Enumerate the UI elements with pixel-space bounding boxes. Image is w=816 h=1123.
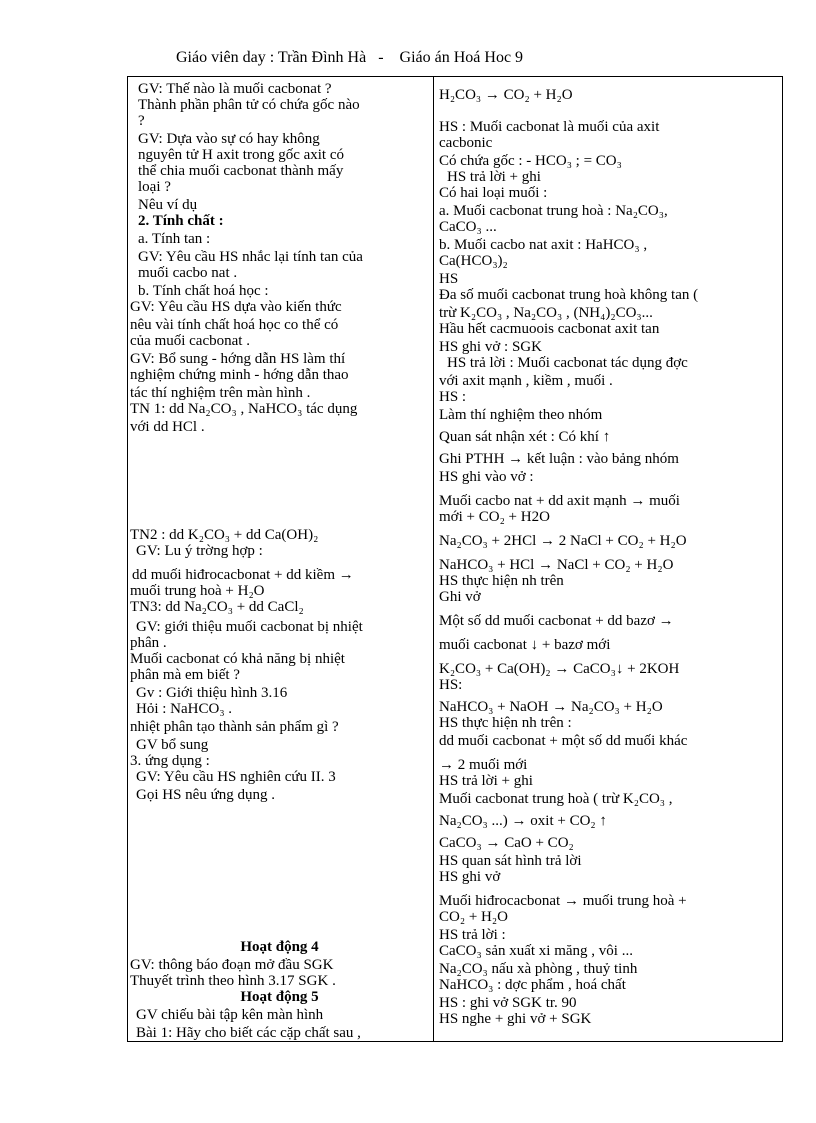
student-line: H₂CO₃ → CO₂ + H₂O bbox=[439, 87, 573, 103]
teacher-line: TN3: dd Na₂CO₃ + dd CaCl₂ bbox=[130, 599, 304, 615]
teacher-line: GV: Yêu cầu HS nhắc lại tính tan của bbox=[138, 249, 363, 265]
student-line: dd muối cacbonat + một số dd muối khác bbox=[439, 733, 688, 749]
student-line: HS ghi vào vở : bbox=[439, 469, 534, 485]
teacher-line: muối cacbo nat . bbox=[138, 265, 238, 281]
teacher-line: GV: Dựa vào sự có hay không bbox=[138, 131, 320, 147]
student-line: Ca(HCO₃)₂ bbox=[439, 253, 508, 269]
column-divider bbox=[433, 77, 434, 1041]
teacher-line: phân . bbox=[130, 635, 167, 651]
student-line: Ghi vở bbox=[439, 589, 481, 605]
student-line: trừ K₂CO₃ , Na₂CO₃ , (NH₄)₂CO₃... bbox=[439, 305, 653, 321]
teacher-line: tác thí nghiệm trên màn hình . bbox=[130, 385, 311, 401]
page-header: Giáo viên day : Trần Đình Hà - Giáo án Hoá Hoc 9 bbox=[176, 49, 524, 66]
teacher-line: TN2 : dd K₂CO₃ + dd Ca(OH)₂ bbox=[130, 527, 319, 543]
student-line: HS ghi vở : SGK bbox=[439, 339, 542, 355]
teacher-line: của muối cacbonat . bbox=[130, 333, 250, 349]
teacher-line: GV: Bổ sung - hớng dẫn HS làm thí bbox=[130, 351, 346, 367]
teacher-line: Nêu ví dụ bbox=[138, 197, 198, 213]
student-line: HS trả lời + ghi bbox=[447, 169, 541, 185]
student-line: NaHCO₃ : dợc phẩm , hoá chất bbox=[439, 977, 626, 993]
teacher-line: 3. ứng dụng : bbox=[130, 753, 210, 769]
student-line: HS bbox=[439, 271, 459, 287]
student-line: Hầu hết cacmuoois cacbonat axit tan bbox=[439, 321, 660, 337]
teacher-line: nêu vài tính chất hoá học co thể có bbox=[130, 317, 339, 333]
teacher-line: GV: giới thiệu muối cacbonat bị nhiệt bbox=[136, 619, 363, 635]
student-line: HS thực hiện nh trên : bbox=[439, 715, 572, 731]
student-line: Na₂CO₃ + 2HCl → 2 NaCl + CO₂ + H₂O bbox=[439, 533, 687, 549]
teacher-line: muối trung hoà + H₂O bbox=[130, 583, 265, 599]
teacher-line: GV: Lu ý trờng hợp : bbox=[136, 543, 263, 559]
teacher-line: nguyên tử H axit trong gốc axit có bbox=[138, 147, 345, 163]
student-line: b. Muối cacbo nat axit : HaHCO₃ , bbox=[439, 237, 648, 253]
student-line: cacbonic bbox=[439, 135, 493, 151]
student-line: Đa số muối cacbonat trung hoà không tan ( bbox=[439, 287, 699, 303]
teacher-line: GV: Yêu cầu HS dựa vào kiến thức bbox=[130, 299, 342, 315]
teacher-line: GV: Thế nào là muối cacbonat ? bbox=[138, 81, 332, 97]
teacher-activity-column bbox=[128, 77, 431, 1041]
student-line: HS trả lời : bbox=[439, 927, 506, 943]
teacher-line: b. Tính chất hoá học : bbox=[138, 283, 269, 299]
teacher-line: Muối cacbonat có khả năng bị nhiệt bbox=[130, 651, 345, 667]
student-line: muối cacbonat ↓ + bazơ mới bbox=[439, 637, 611, 653]
student-activity-column bbox=[437, 77, 782, 1041]
teacher-line: TN 1: dd Na₂CO₃ , NaHCO₃ tác dụng bbox=[130, 401, 358, 417]
teacher-line: Bài 1: Hãy cho biết các cặp chất sau , bbox=[136, 1025, 361, 1041]
student-line: K₂CO₃ + Ca(OH)₂ → CaCO₃↓ + 2KOH bbox=[439, 661, 680, 677]
teacher-line: loại ? bbox=[138, 179, 171, 195]
student-line: Muối cacbonat trung hoà ( trừ K₂CO₃ , bbox=[439, 791, 673, 807]
teacher-line: thể chia muối cacbonat thành mấy bbox=[138, 163, 344, 179]
student-line: CaCO₃ ... bbox=[439, 219, 497, 235]
student-line: HS nghe + ghi vở + SGK bbox=[439, 1011, 592, 1027]
teacher-line: Thành phần phân tử có chứa gốc nào bbox=[138, 97, 360, 113]
student-line: Na₂CO₃ ...) → oxit + CO₂ ↑ bbox=[439, 813, 607, 829]
student-line: HS: bbox=[439, 677, 463, 693]
student-line: mới + CO₂ + H2O bbox=[439, 509, 550, 525]
student-line: → 2 muối mới bbox=[439, 757, 528, 773]
teacher-line: với dd HCl . bbox=[130, 419, 205, 435]
student-line: Một số dd muối cacbonat + dd bazơ → bbox=[439, 613, 674, 629]
student-line: HS trả lời : Muối cacbonat tác dụng đợc bbox=[447, 355, 688, 371]
student-line: Na₂CO₃ nấu xà phòng , thuỷ tinh bbox=[439, 961, 638, 977]
teacher-line: 2. Tính chất : bbox=[138, 213, 224, 229]
activity-heading: Hoạt động 4 bbox=[240, 939, 319, 955]
teacher-line: GV chiếu bài tập kên màn hình bbox=[136, 1007, 324, 1023]
student-line: CO₂ + H₂O bbox=[439, 909, 508, 925]
student-line: Làm thí nghiệm theo nhóm bbox=[439, 407, 603, 423]
teacher-line: GV: thông báo đoạn mở đầu SGK bbox=[130, 957, 334, 973]
student-line: HS : Muối cacbonat là muối của axit bbox=[439, 119, 660, 135]
teacher-line: Hỏi : NaHCO₃ . bbox=[136, 701, 233, 717]
student-line: HS : bbox=[439, 389, 467, 405]
teacher-line: GV bổ sung bbox=[136, 737, 209, 753]
activity-heading: Hoạt động 5 bbox=[240, 989, 319, 1005]
student-line: NaHCO₃ + NaOH → Na₂CO₃ + H₂O bbox=[439, 699, 663, 715]
teacher-line: phân mà em biết ? bbox=[130, 667, 240, 683]
teacher-line: ? bbox=[138, 113, 145, 129]
student-line: HS : ghi vở SGK tr. 90 bbox=[439, 995, 577, 1011]
teacher-line: Gọi HS nêu ứng dụng . bbox=[136, 787, 275, 803]
teacher-line: Gv : Giới thiệu hình 3.16 bbox=[136, 685, 288, 701]
teacher-line: nghiệm chứng minh - hớng dẫn thao bbox=[130, 367, 349, 383]
teacher-line: nhiệt phân tạo thành sản phẩm gì ? bbox=[130, 719, 339, 735]
teacher-line: Thuyết trình theo hình 3.17 SGK . bbox=[130, 973, 336, 989]
student-line: Quan sát nhận xét : Có khí ↑ bbox=[439, 429, 611, 445]
student-line: HS trả lời + ghi bbox=[439, 773, 533, 789]
student-line: Có hai loại muối : bbox=[439, 185, 548, 201]
student-line: với axit mạnh , kiềm , muối . bbox=[439, 373, 613, 389]
student-line: Có chứa gốc : - HCO₃ ; = CO₃ bbox=[439, 153, 622, 169]
teacher-line: GV: Yêu cầu HS nghiên cứu II. 3 bbox=[136, 769, 336, 785]
student-line: NaHCO₃ + HCl → NaCl + CO₂ + H₂O bbox=[439, 557, 674, 573]
student-line: CaCO₃ → CaO + CO₂ bbox=[439, 835, 574, 851]
student-line: Ghi PTHH → kết luận : vào bảng nhóm bbox=[439, 451, 679, 467]
teacher-line: a. Tính tan : bbox=[138, 231, 211, 247]
student-line: a. Muối cacbonat trung hoà : Na₂CO₃, bbox=[439, 203, 668, 219]
lesson-table bbox=[127, 76, 783, 1042]
student-line: HS quan sát hình trả lời bbox=[439, 853, 582, 869]
student-line: HS ghi vở bbox=[439, 869, 501, 885]
student-line: CaCO₃ sản xuất xi măng , vôi ... bbox=[439, 943, 633, 959]
teacher-line: dd muối hiđrocacbonat + dd kiềm → bbox=[132, 567, 354, 583]
student-line: HS thực hiện nh trên bbox=[439, 573, 564, 589]
student-line: Muối cacbo nat + dd axit mạnh → muối bbox=[439, 493, 680, 509]
student-line: Muối hiđrocacbonat → muối trung hoà + bbox=[439, 893, 687, 909]
